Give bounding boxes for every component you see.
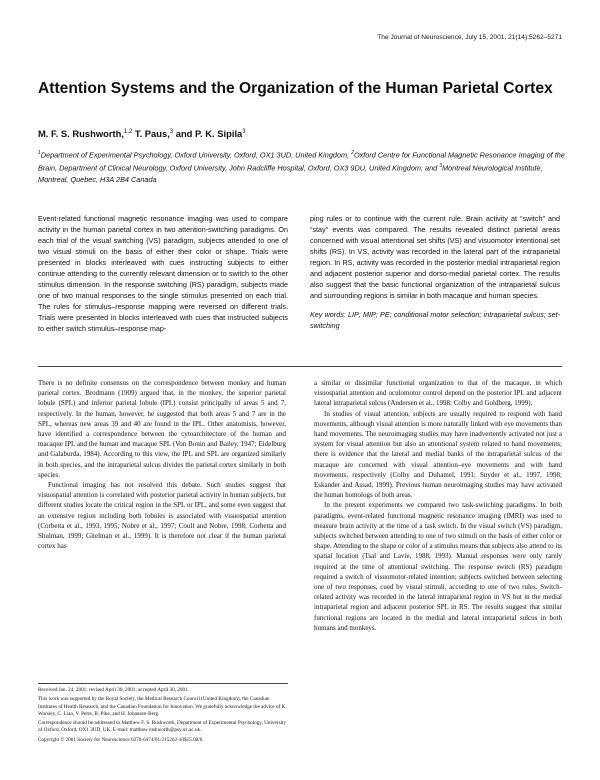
author-affiliation-marker: 1,2 bbox=[123, 128, 133, 135]
paragraph: a similar or dissimilar functional organization to that of the macaque, in which visuospatial attention and oculomotor control depend on the posterior IPL and adjacent lateral intraparietal sulcus (Andersen et al., 1998; Colby and Goldberg, 1999). bbox=[314, 379, 562, 408]
affiliation-text: Oxford Centre for Functional Magnetic Resonance Imaging of the Brain, Department of Clinical Neurology, Oxford University, John Radcliffe Hospital, Oxford, OX3 9DU, United Kingdom, and bbox=[38, 150, 565, 173]
paragraph: In studies of visual attention, subjects are usually required to respond with hand movements, although visual attention is more naturally linked with eye movements than hand movements. The neuroimaging studies may have inadvertently activated not just a system for visual attention but also an attentional system related to hand movements; there is evidence that the lateral and medial banks of the intraparietal sulcus of the macaque are concerned with visual attention–eye movements and with hand movements, respectively (Colby and Duhamel, 1991; Snyder et al., 1997, 1998; Eskander and Assad, 1999). Previous human neuroimaging studies may have activated the human homologs of both areas. bbox=[314, 409, 562, 500]
author-name: T. Paus, bbox=[132, 128, 170, 139]
footnote-received: Received Jan. 24, 2001; revised April 30, 2001; accepted April 30, 2001. bbox=[38, 687, 189, 693]
body-left-column bbox=[38, 378, 286, 551]
author-affiliation-marker: 3 bbox=[242, 128, 246, 135]
affiliation-text: Montreal Neurological Institute, Montreal, Quebec, H3A 2B4 Canada bbox=[38, 163, 543, 185]
author-affiliation-marker: 3 bbox=[169, 128, 174, 135]
footnote-correspondence: Correspondence should be addressed to Matthew F. S. Rushworth, Department of Experimental Psychology, University of Oxford, Oxford, OX1 3UD, UK. E-mail: matthew.rushworth@psy.ox.ac.uk. bbox=[38, 720, 287, 734]
keywords: Key words: LIP; MIP; PE; conditional motor selection; intraparietal sulcus; set-switching bbox=[310, 310, 560, 331]
abstract-right-column bbox=[310, 213, 560, 331]
author-list bbox=[38, 128, 246, 139]
footnote-divider bbox=[38, 683, 288, 684]
affiliation-marker: 2 bbox=[351, 150, 354, 156]
footnote-copyright: Copyright © 2001 Society for Neuroscience 0270-6474/01/215262-10$15.00/0 bbox=[38, 736, 203, 743]
journal-header: The Journal of Neuroscience, July 15, 2001, 21(14):5262–5271 bbox=[377, 34, 562, 41]
article-title: Attention Systems and the Organization of the Human Parietal Cortex bbox=[38, 80, 553, 97]
author-name: M. F. S. Rushworth, bbox=[38, 128, 124, 139]
section-divider bbox=[38, 366, 562, 367]
affiliation-marker: 1 bbox=[38, 150, 41, 156]
affiliations bbox=[38, 148, 568, 186]
paragraph: Functional imaging has not resolved this debate. Such studies suggest that visuospatial attention is correlated with posterior parietal activity in human subjects, but different studies locate the critical region in the SPL or IPL, and some even suggest that an extensive region including both lobules is associated with visuospatial attention (Corbetta et al., 1993, 1995; Nobre et al., 1997; Coull and Nobre, 1998; Corbetta and Shulman, 1999; Gitelman et al., 1999). It is therefore not clear if the human parietal cortex has bbox=[38, 481, 286, 551]
affiliation-marker: 3 bbox=[439, 163, 443, 170]
footnotes bbox=[38, 687, 288, 744]
abstract-left-column: Event-related functional magnetic resonance imaging was used to compare activity in the human parietal cortex in two attention-switching paradigms. On each trial of the visual switching (VS) paradigm, subjects attended to one of two visual stimuli on the basis of either their color or shape. Trials were presented in blocks interleaved with cues instructing subjects to either continue attending to the currently relevant dimension or to switch to the other stimulus dimension. In the response switching (RS) paradigm, subjects made one of two manual responses to the single stimulus presented on each trial. The rules for stimulus–response mapping were reversed on different trials. Trials were presented in blocks interleaved with cues that instructed subjects to either switch stimulus–response map- bbox=[38, 214, 288, 334]
author-name: and P. K. Sipila bbox=[173, 128, 243, 139]
paragraph: There is no definite consensus on the correspondence between monkey and human parietal cortex. Brodmann (1909) argued that, in the monkey, the superior parietal lobule (SPL) and inferior parietal lobule (IPL) consist principally of areas 5 and 7, respectively. In the human, however, he suggested that both areas 5 and 7 are in the SPL, whereas new areas 39 and 40 are found in the IPL. Other anatomists, however, have identified a correspondence between the cytoarchitecture of the human and macaque IPL and the human and macaque SPL (Von Bonin and Bailey, 1947; Eidelburg and Galaburda, 1984). According to this view, the IPL and SPL are organized similarly in both species, and the intraparietal sulcus divides the parietal cortex similarly in both species. bbox=[38, 379, 286, 479]
abstract-right-text: ping rules or to continue with the current rule. Brain activity at “switch” and “stay” events was compared. The results revealed distinct parietal areas concerned with visual attentional set shifts (VS) and visuomotor intentional set shifts (RS). In VS, activity was recorded in the lateral part of the intraparietal region. In RS, activity was recorded in the posterior medial intraparietal region and adjacent posterior superior and dorso-medial parietal cortex. The results also suggest that the basic functional organization of the intraparietal sulcus and surrounding regions is similar in both macaque and human species. bbox=[310, 214, 560, 301]
footnote-funding: This work was supported by the Royal Society, the Medical Research Council (United Kingdom), the Canadian Institutes of Health Research, and the Canadian Foundation for Innovation. We gratefully acknowledge the advice of K. Worsley, C. Liao, V. Petre, B. Pike, and H. Johansen-Berg. bbox=[38, 696, 287, 717]
body-right-column bbox=[314, 378, 562, 633]
affiliation-text: Department of Experimental Psychology, Oxford University, Oxford, OX1 3UD, United Kingdom, bbox=[40, 150, 352, 160]
paragraph: In the present experiments we compared two task-switching paradigms. In both paradigms, event-related functional magnetic resonance imaging (fMRI) was used to measure brain activity at the time of a task switch. In the visual switch (VS) paradigm, subjects switched between attending to one of two stimuli on the basis of either color or shape. Attending to the shape or color of a stimulus means that subjects also attend to its spatial location (Tsal and Lavie, 1988, 1993). Manual responses were only rarely required at the time of attentional switching. The response switch (RS) paradigm required a switch of visuomotor-related intention; subjects switched between selecting one of two responses, cued by visual stimuli, according to one of two rules. Switch-related activity was recorded in the lateral intraparietal region in VS but in the medial intraparietal region and adjacent posterior SPL in RS. The results suggest that similar functional regions are located in the medial and lateral intraparietal sulcus in both humans and monkeys. bbox=[314, 501, 562, 632]
